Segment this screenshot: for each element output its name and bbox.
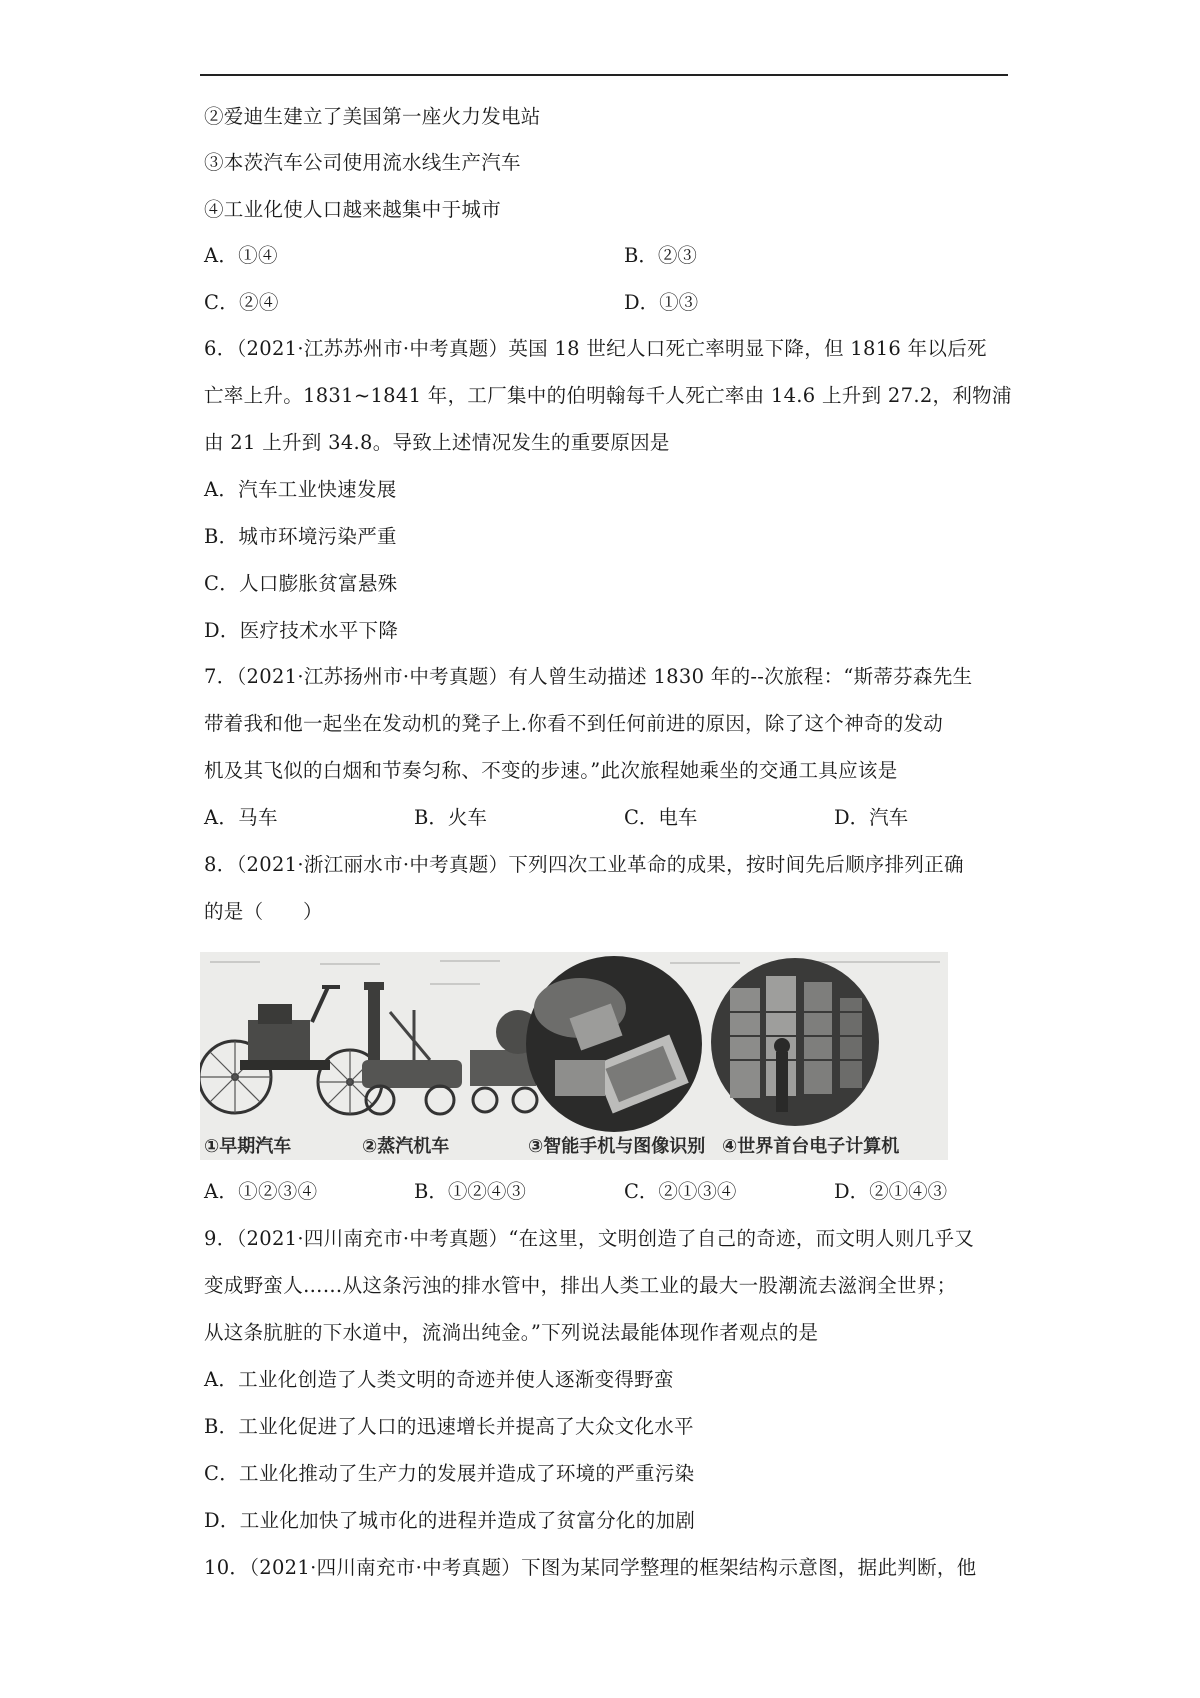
q6-option-c[interactable]: C．人口膨胀贫富悬殊 (204, 572, 398, 595)
statement-4: ④工业化使人口越来越集中于城市 (204, 198, 502, 221)
caption-steam-locomotive: ②蒸汽机车 (362, 1136, 450, 1157)
header-rule (200, 74, 1008, 76)
q6-stem-line-2: 亡率上升。1831~1841 年，工厂集中的伯明翰每千人死亡率由 14.6 上升到 27.2，利物浦 (204, 384, 1012, 407)
q7-option-d[interactable]: D．汽车 (834, 806, 909, 829)
q9-stem-line-2: 变成野蛮人……从这条污浊的排水管中，排出人类工业的最大一股潮流去滋润全世界； (204, 1274, 957, 1297)
q9-option-d[interactable]: D．工业化加快了城市化的进程并造成了贫富分化的加剧 (204, 1509, 696, 1532)
q6-option-a[interactable]: A．汽车工业快速发展 (204, 478, 397, 501)
q7-option-a[interactable]: A．马车 (204, 806, 278, 829)
statement-3: ③本茨汽车公司使用流水线生产汽车 (204, 151, 521, 174)
statement-2: ②爱迪生建立了美国第一座火力发电站 (204, 105, 541, 128)
q6-stem-line-1: 6．（2021·江苏苏州市·中考真题）英国 18 世纪人口死亡率明显下降，但 1816 年以后死 (204, 337, 987, 360)
q8-option-b[interactable]: B．①②④③ (414, 1180, 526, 1203)
q9-option-b[interactable]: B．工业化促进了人口的迅速增长并提高了大众文化水平 (204, 1415, 694, 1438)
caption-early-car: ①早期汽车 (204, 1136, 292, 1157)
q7-stem-line-3: 机及其飞似的白烟和节奏匀称、不变的步速。”此次旅程她乘坐的交通工具应该是 (204, 759, 898, 782)
q8-option-a[interactable]: A．①②③④ (204, 1180, 318, 1203)
eniac-computer-image (711, 958, 879, 1126)
q5-option-c[interactable]: C．②④ (204, 291, 279, 314)
q7-stem-line-2: 带着我和他一起坐在发动机的凳子上.你看不到任何前进的原因，除了这个神奇的发动 (204, 712, 944, 735)
caption-smartphone: ③智能手机与图像识别 (528, 1136, 706, 1157)
q5-option-a[interactable]: A．①④ (204, 244, 278, 267)
q7-option-b[interactable]: B．火车 (414, 806, 487, 829)
q8-figure-panel (200, 952, 948, 1160)
q8-option-c[interactable]: C．②①③④ (624, 1180, 737, 1203)
q8-stem-line-1: 8．（2021·浙江丽水市·中考真题）下列四次工业革命的成果，按时间先后顺序排列正确 (204, 853, 964, 876)
q5-option-d[interactable]: D．①③ (624, 291, 699, 314)
q10-stem-line-1: 10．（2021·四川南充市·中考真题）下图为某同学整理的框架结构示意图，据此判断，他 (204, 1556, 977, 1579)
q6-stem-line-3: 由 21 上升到 34.8。导致上述情况发生的重要原因是 (204, 431, 670, 454)
smartphone-image (526, 956, 702, 1132)
caption-computer: ④世界首台电子计算机 (722, 1136, 900, 1157)
q7-stem-line-1: 7．（2021·江苏扬州市·中考真题）有人曾生动描述 1830 年的--次旅程：“斯蒂芬森先生 (204, 665, 973, 688)
q6-option-b[interactable]: B．城市环境污染严重 (204, 525, 397, 548)
q8-stem-line-2: 的是（ ） (204, 900, 323, 923)
q8-figure-svg (200, 952, 948, 1160)
q5-option-b[interactable]: B．②③ (624, 244, 697, 267)
q9-option-c[interactable]: C．工业化推动了生产力的发展并造成了环境的严重污染 (204, 1462, 695, 1485)
q9-option-a[interactable]: A．工业化创造了人类文明的奇迹并使人逐渐变得野蛮 (204, 1368, 674, 1391)
q9-stem-line-3: 从这条肮脏的下水道中，流淌出纯金。”下列说法最能体现作者观点的是 (204, 1321, 819, 1344)
q6-option-d[interactable]: D．医疗技术水平下降 (204, 619, 399, 642)
q9-stem-line-1: 9．（2021·四川南充市·中考真题）“在这里，文明创造了自己的奇迹，而文明人则几乎又 (204, 1227, 975, 1250)
q7-option-c[interactable]: C．电车 (624, 806, 698, 829)
q8-option-d[interactable]: D．②①④③ (834, 1180, 948, 1203)
